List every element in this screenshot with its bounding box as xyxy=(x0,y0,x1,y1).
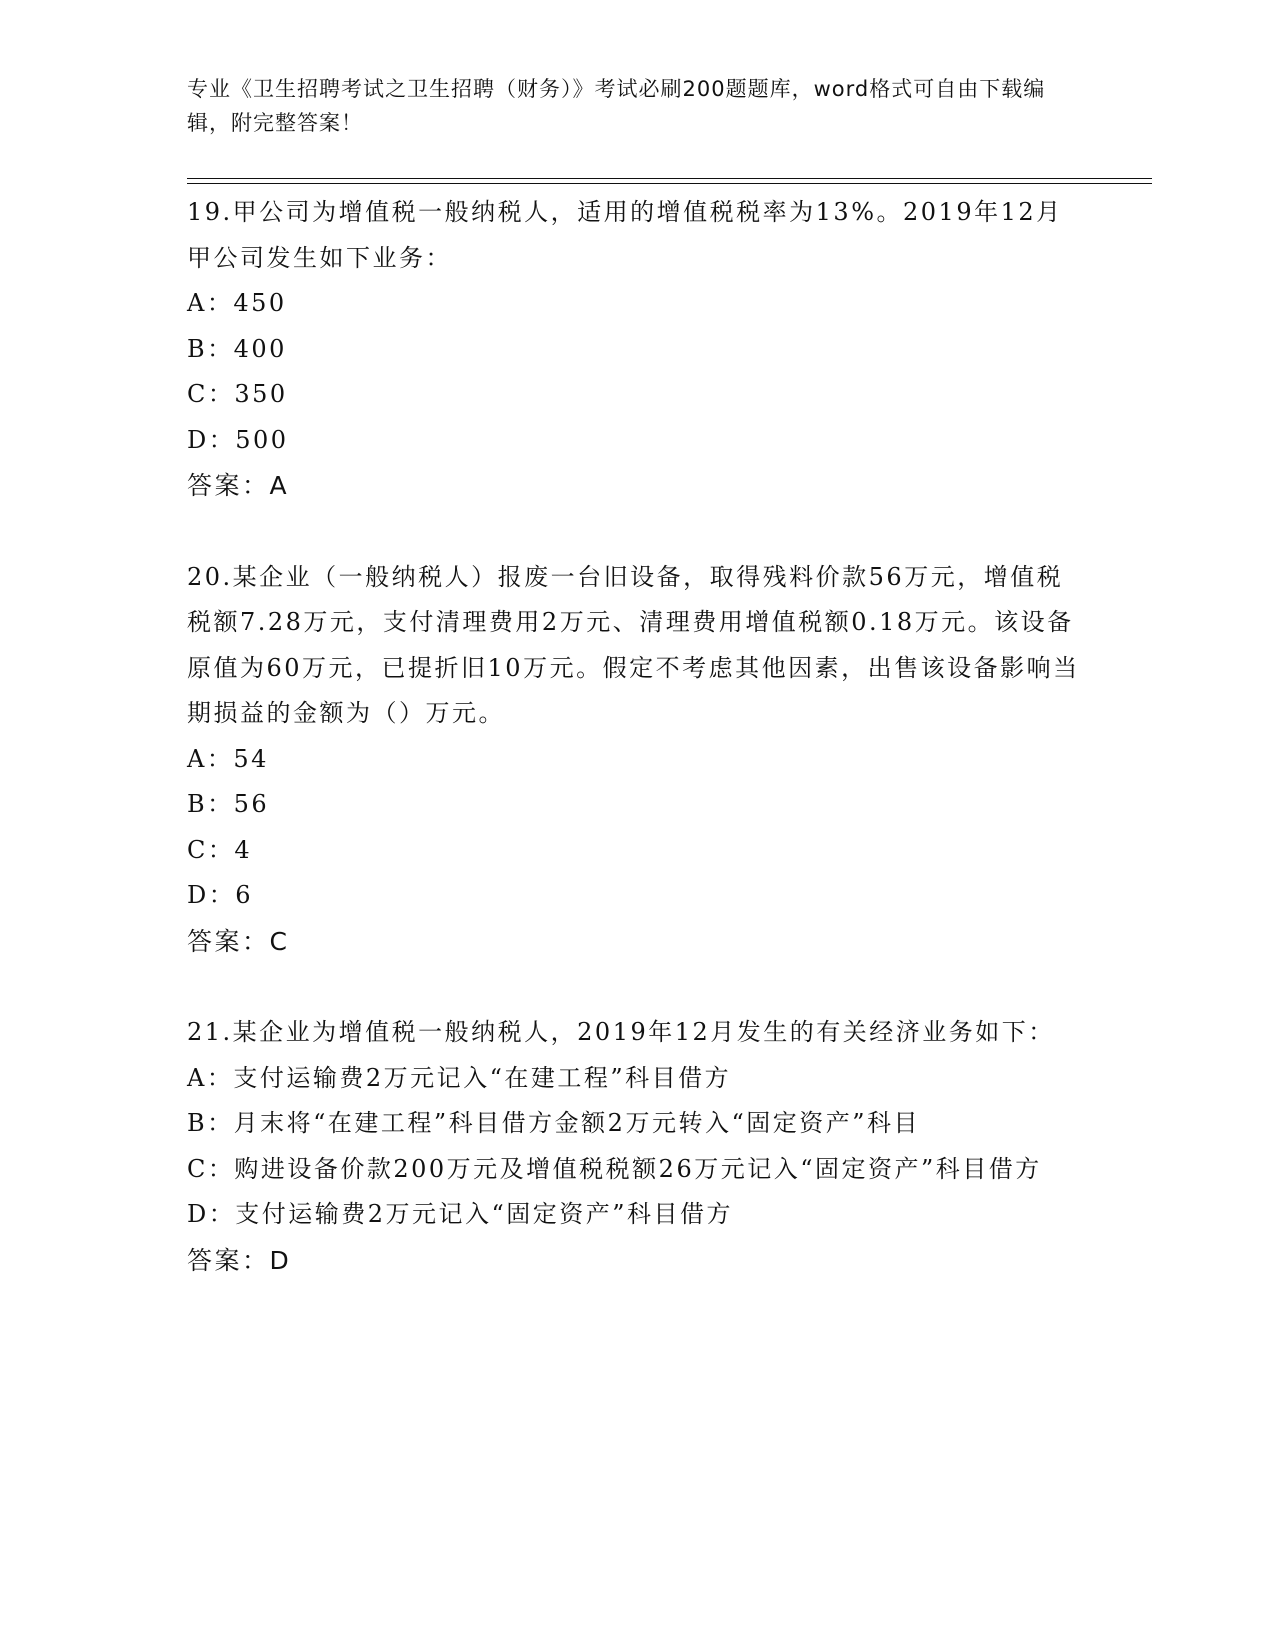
option-a xyxy=(187,281,1087,327)
option-text: 350 xyxy=(234,380,288,408)
answer-label: 答案：C xyxy=(187,926,290,956)
option-key: B： xyxy=(187,790,234,818)
header-text: 专业《卫生招聘考试之卫生招聘（财务）》考试必刷200题题库，word格式可自由下载编辑，附完整答案！ xyxy=(187,77,1046,135)
option-text: 400 xyxy=(233,334,287,363)
option-d xyxy=(187,1192,1087,1238)
option-b xyxy=(187,327,1087,373)
document-header xyxy=(187,72,1067,140)
question-stem: 19.甲公司为增值税一般纳税人，适用的增值税税率为13%。2019年12月甲公司发生如下业务： xyxy=(187,198,1063,272)
option-key: C： xyxy=(187,1154,235,1183)
option-text: 54 xyxy=(233,744,269,773)
option-text: 56 xyxy=(233,790,270,818)
option-key: A： xyxy=(187,744,234,773)
option-c xyxy=(187,1147,1087,1193)
option-b xyxy=(187,1101,1087,1147)
option-a xyxy=(187,1056,1087,1102)
option-d xyxy=(187,873,1087,919)
option-text: 月末将“在建工程”科目借方金额2万元转入“固定资产”科目 xyxy=(233,1109,920,1137)
option-key: A： xyxy=(187,1063,234,1092)
option-key: D： xyxy=(187,881,236,909)
answer-label: 答案：A xyxy=(187,471,290,500)
option-c xyxy=(187,828,1087,874)
option-key: D： xyxy=(187,425,236,454)
question-20 xyxy=(187,555,1087,965)
option-key: B： xyxy=(187,334,234,363)
option-c xyxy=(187,372,1087,418)
option-text: 4 xyxy=(234,835,253,864)
answer-label: 答案：D xyxy=(187,1245,292,1275)
option-text: 450 xyxy=(233,289,287,317)
option-d xyxy=(187,418,1087,464)
option-key: C： xyxy=(187,380,235,408)
option-text: 支付运输费2万元记入“固定资产”科目借方 xyxy=(235,1200,734,1228)
question-21 xyxy=(187,1010,1087,1283)
option-key: A： xyxy=(187,289,234,317)
option-text: 500 xyxy=(235,425,289,454)
question-list xyxy=(187,190,1087,1283)
question-stem: 20.某企业（一般纳税人）报废一台旧设备，取得残料价款56万元，增值税税额7.28万元，支付清理费用2万元、清理费用增值税额0.18万元。该设备原值为60万元，已提折旧10万元。假定不考虑其他因素，出售该设备影响当期损益的金额为（）万元。 xyxy=(187,562,1080,727)
header-divider-top xyxy=(187,178,1152,179)
question-spacer xyxy=(187,509,1087,555)
option-key: B： xyxy=(187,1109,234,1137)
question-spacer xyxy=(187,964,1087,1010)
option-b xyxy=(187,782,1087,828)
option-key: D： xyxy=(187,1200,236,1228)
option-a xyxy=(187,737,1087,783)
header-divider-bottom xyxy=(187,183,1152,184)
option-text: 购进设备价款200万元及增值税税额26万元记入“固定资产”科目借方 xyxy=(234,1154,1042,1183)
option-text: 支付运输费2万元记入“在建工程”科目借方 xyxy=(233,1063,732,1092)
option-text: 6 xyxy=(235,881,254,909)
question-19 xyxy=(187,190,1087,509)
option-key: C： xyxy=(187,835,235,864)
question-stem: 21.某企业为增值税一般纳税人，2019年12月发生的有关经济业务如下： xyxy=(187,1018,1055,1046)
